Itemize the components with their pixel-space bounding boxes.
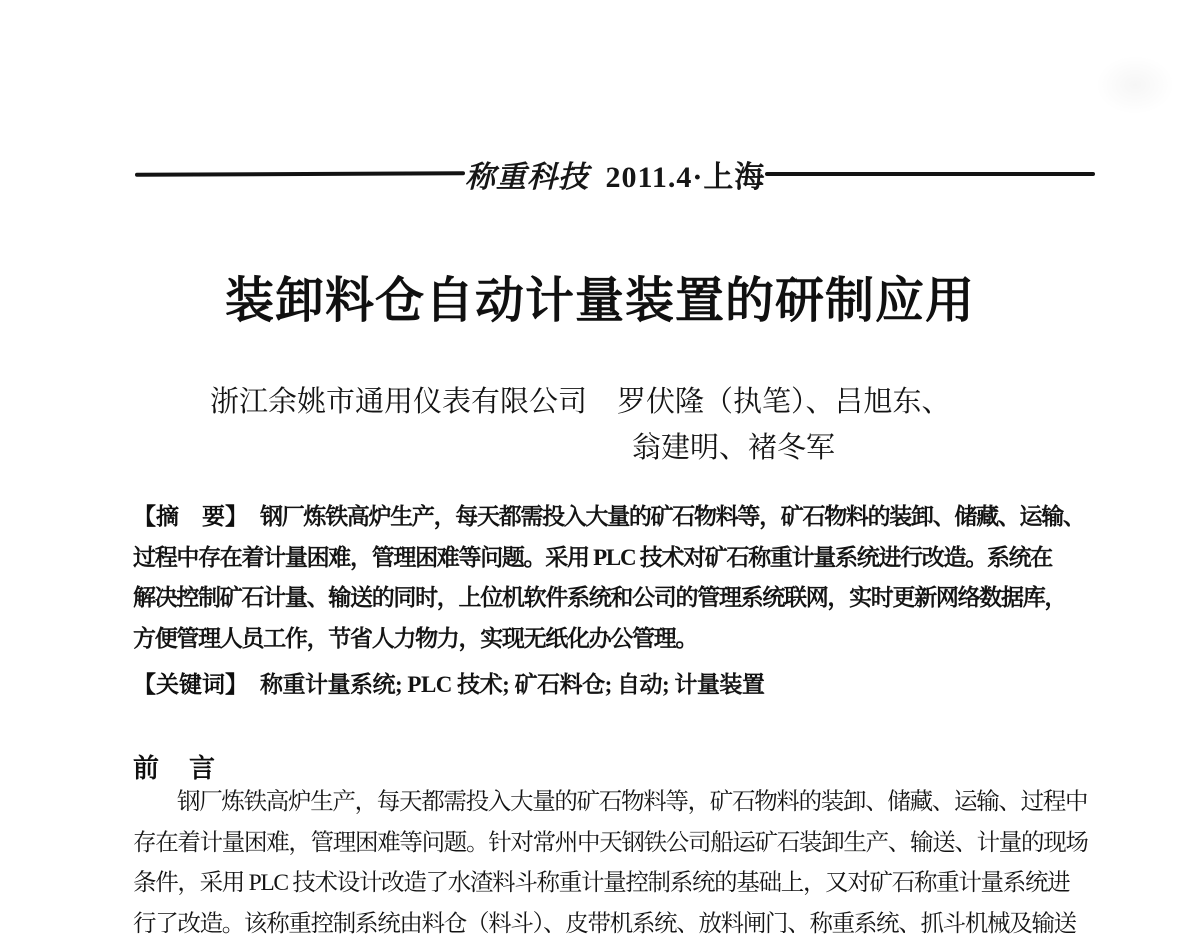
keywords-label: 【关键词】 — [133, 671, 248, 697]
journal-name: 称重科技 — [465, 161, 589, 194]
body-line-4: 行了改造。该称重控制系统由料仓（料斗）、皮带机系统、放料闸门、称重系统、抓斗机械及输送 — [133, 910, 1076, 937]
journal-header — [135, 152, 1075, 196]
abstract-text-line-2: 过程中存在着计量困难，管理困难等问题。采用 PLC 技术对矿石称重计量系统进行改造。系统在 — [133, 544, 1053, 570]
author-affiliation: 浙江余姚市通用仪表有限公司 — [210, 386, 588, 418]
journal-issue: 2011.4·上海 — [605, 161, 766, 194]
keywords-text: 称重计量系统; PLC 技术; 矿石料仓; 自动; 计量装置 — [260, 672, 765, 697]
author-names-line1: 罗伏隆（执笔）、吕旭东、 — [617, 386, 951, 418]
authors-line-1 — [210, 379, 951, 425]
abstract-block — [133, 496, 1083, 659]
abstract-label: 【摘 要】 — [133, 503, 248, 529]
keywords-line — [133, 664, 1083, 705]
header-rule-right — [765, 172, 1095, 176]
article-title: 装卸料仓自动计量装置的研制应用 — [224, 273, 975, 328]
body-line-3: 条件，采用 PLC 技术设计改造了水渣料斗称重计量控制系统的基础上，又对矿石称重计量系统进 — [133, 870, 1070, 896]
journal-header-text — [465, 152, 765, 196]
body-line-2: 存在着计量困难，管理困难等问题。针对常州中天钢铁公司船运矿石装卸生产、输送、计量的现场 — [133, 829, 1088, 856]
author-names-line2: 翁建明、褚冬军 — [632, 432, 836, 464]
section-heading-intro: 前 言 — [133, 753, 218, 783]
authors-block — [210, 379, 951, 471]
scan-smudge-artifact — [1095, 55, 1175, 115]
abstract-text-line-3: 解决控制矿石计量、输送的同时，上位机软件系统和公司的管理系统联网，实时更新网络数据库， — [133, 585, 1067, 610]
intro-body-block — [133, 782, 1088, 944]
abstract-text-line-4: 方便管理人员工作，节省人力物力，实现无纸化办公管理。 — [133, 625, 698, 651]
body-line-1: 钢厂炼铁高炉生产，每天都需投入大量的矿石物料等，矿石物料的装卸、储藏、运输、过程中 — [177, 789, 1088, 815]
abstract-line — [133, 496, 1083, 538]
header-rule-left — [135, 171, 465, 176]
abstract-text-line-1: 钢厂炼铁高炉生产，每天都需投入大量的矿石物料等，矿石物料的装卸、储藏、运输、 — [260, 504, 1085, 529]
